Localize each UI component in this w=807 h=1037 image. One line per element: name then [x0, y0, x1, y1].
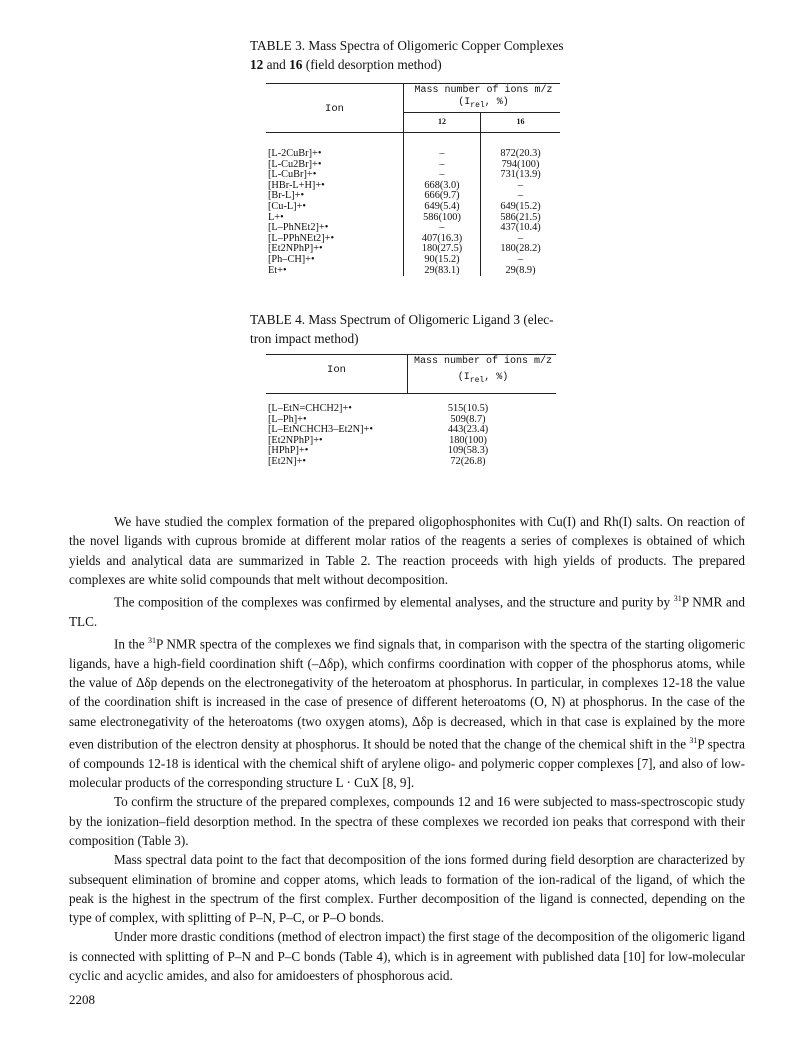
table3-col-b-cell: –: [517, 190, 524, 202]
paragraph-6: Under more drastic conditions (method of electron impact) the first stage of the decomposition of the oligomeric ligand is connected with splitting of P–N and P–C bonds (Table 4), which is in agreement with published data [10] for low-molecular cyclic and acyclic amides, and also for amidoesters of phosphorous acid.: [69, 929, 745, 983]
table3-header-subrule: [403, 112, 560, 113]
table3-ion-cell: [L-CuBr]+•: [268, 169, 317, 181]
table3-col-a-cell: 586(100): [423, 211, 461, 223]
table3-caption: [250, 36, 570, 74]
table3-col-b-cell: 794(100): [501, 158, 540, 170]
table3-ion-cell: [L–PhNEt2]+•: [268, 222, 329, 234]
paragraph-1: We have studied the complex formation of the prepared oligophosphonites with Cu(I) and Rh(I) salts. On reaction of the novel ligands with cuprous bromide at different molar ratios of the reagents a series of complexes is obtained of which yields and analytical data are summarized in Table 2. The reaction proceeds with high yields of products. The prepared complexes are white solid compounds that melt without decomposition.: [69, 514, 745, 587]
table3-ion-cell: [Cu-L]+•: [268, 200, 307, 212]
table4-value-cell: 109(58.3): [447, 445, 489, 457]
table3-ion-cell: [L-Cu2Br]+•: [268, 158, 322, 170]
page-number: 2208: [69, 992, 95, 1007]
table3-ion-cell: [HBr-L+H]+•: [268, 179, 325, 191]
table4-header-ion: Ion: [327, 364, 346, 376]
table3-col-b-cell: –: [517, 232, 524, 244]
table4-caption: [250, 310, 560, 348]
table4-vline: [407, 355, 408, 393]
table3-ion-cell: [Et2NPhP]+•: [268, 243, 323, 255]
table3-col-a-cell: 407(16.3): [421, 232, 463, 244]
table4-header-bottom-rule: [266, 393, 556, 394]
paragraph-3: In the $^{31}$P NMR spectra of the complexes we find signals that, in comparison with the spectra of the starting oligomeric ligands, have a high-field coordination shift (–Δδp), which confirms coordination with copper of the phosphorus atoms, while the value of Δδp depends on the electronegativity of the heteroatom at phosphorus. In particular, in complexes 12-18 the value of the coordination shift is increased in the case of presence of different heteroatoms (O, N) at phosphorus. In the case of the same electronegativity of the heteroatoms (two oxygen atoms), Δδp is decreased, which in that case is explained by the more even distribution of the electron density at phosphorus. It should be noted that the change of the chemical shift in the $^{31}$P spectra of compounds 12-18 is identical with the chemical shift of arylene oligo- and polymeric copper complexes [7], and also of low-molecular products of the corresponding structure L · CuX [8, 9].: [69, 636, 745, 791]
table3-caption-and: and: [263, 57, 290, 72]
table4-ion-column: [268, 404, 428, 468]
table3-col-a-cell: 180(27.5): [421, 243, 463, 255]
table3-header-ion: Ion: [325, 103, 344, 115]
table4-value-cell: 443(23.4): [447, 424, 489, 436]
table3-col-a-cell: –: [439, 158, 445, 170]
table3-col-b-cell: –: [517, 253, 524, 265]
table3-caption-tail: (field desorption method): [302, 57, 442, 72]
table3-ion-cell: [Ph–CH]+•: [268, 253, 315, 265]
table3-header-irel: ($I_{rel}$, %): [458, 97, 509, 110]
table3-col-a-cell: 666(9.7): [424, 190, 460, 202]
table3-header-mass: Mass number of ions m/z: [414, 85, 553, 96]
table3-ion-cell: [Br-L]+•: [268, 190, 305, 202]
table3-col-a-header: 12: [438, 117, 446, 126]
table3-col-a-cell: –: [439, 169, 445, 181]
table3-header-bottom-rule: [266, 132, 560, 133]
table3-ion-cell: Et+•: [268, 264, 287, 276]
table4-header-irel: ($I_{rel}$, %): [457, 372, 509, 385]
table3-col-a-cell: 668(3.0): [424, 179, 460, 191]
table3-ion-column: [268, 149, 403, 276]
table3-col-b-cell: 649(15.2): [500, 200, 541, 212]
table3-col-a-cell: 90(15.2): [424, 253, 460, 265]
table4-ion-cell: [L–EtN=CHCH2]+•: [268, 403, 352, 414]
table4-caption-line1: TABLE 4. Mass Spectrum of Oligomeric Ligand 3 (elec-: [250, 312, 554, 327]
table3-col-b-cell: –: [517, 179, 524, 191]
table3-col-b-cell: 872(20.3): [500, 148, 541, 159]
table3-col-b-cell: 29(8.9): [505, 264, 536, 276]
table3-col-a-cell: –: [439, 148, 445, 159]
table4-value-cell: 515(10.5): [447, 403, 489, 414]
table4-ion-cell: [HPhP]+•: [268, 445, 309, 457]
table3-col-a-cell: –: [439, 222, 445, 234]
table4-ion-cell: [Et2N]+•: [268, 455, 307, 467]
table3-col-b-header: 16: [516, 117, 525, 126]
table3-caption-bold1: 12: [250, 57, 264, 72]
paragraph-5: Mass spectral data point to the fact that decomposition of the ions formed during field desorption are characterized by subsequent elimination of bromine and copper atoms, which leads to formation of the ion-radical of the ligand, of which the peak is the highest in the spectrum of the first complex. Further decomposition of the ligand is connected, depending on the type of complex, with splitting of P–N, P–C, or P–O bonds.: [69, 852, 745, 926]
table4-value-cell: 180(100): [449, 434, 487, 446]
table4-caption-line2: tron impact method): [250, 331, 359, 346]
table3-col-a-cell: 29(83.1): [424, 264, 460, 276]
table4-ion-cell: [L–Ph]+•: [268, 413, 307, 425]
table3-col-b-values: [481, 149, 560, 276]
table3-caption-bold2: 16: [289, 57, 303, 72]
table3-caption-lead: TABLE 3. Mass Spectra of Oligomeric Copper Complexes: [250, 38, 564, 53]
table4-ion-cell: [Et2NPhP]+•: [268, 434, 323, 446]
table3-col-b-cell: 437(10.4): [500, 222, 541, 234]
table3-col-b-cell: 180(28.2): [500, 243, 541, 255]
table4-value-cell: 72(26.8): [450, 455, 486, 467]
table3-col-b-cell: 731(13.9): [500, 169, 541, 181]
table3-col-a-cell: 649(5.4): [424, 200, 460, 212]
table3-ion-cell: L+•: [268, 211, 284, 223]
table3-col-b-cell: 586(21.5): [500, 211, 541, 223]
table4-ion-cell: [L–EtNCHCH3–Et2N]+•: [268, 424, 373, 436]
table4-header-mass: Mass number of ions m/z: [413, 356, 553, 367]
table3-col-a-values: [404, 149, 480, 276]
table4-values: [418, 404, 518, 468]
paragraph-4: To confirm the structure of the prepared complexes, compounds 12 and 16 were subjected to mass-spectroscopic study by the ionization–field desorption method. In the spectra of these complexes we recorded ion peaks that correspond with their composition (Table 3).: [69, 794, 745, 848]
table4-value-cell: 509(8.7): [450, 413, 486, 425]
table3-ion-cell: [L-2CuBr]+•: [268, 148, 322, 159]
paragraph-2: The composition of the complexes was confirmed by elemental analyses, and the structure and purity by $^{31}$P NMR and TLC.: [69, 594, 745, 629]
article-body: [69, 512, 745, 985]
table3-ion-cell: [L–PPhNEt2]+•: [268, 232, 335, 244]
